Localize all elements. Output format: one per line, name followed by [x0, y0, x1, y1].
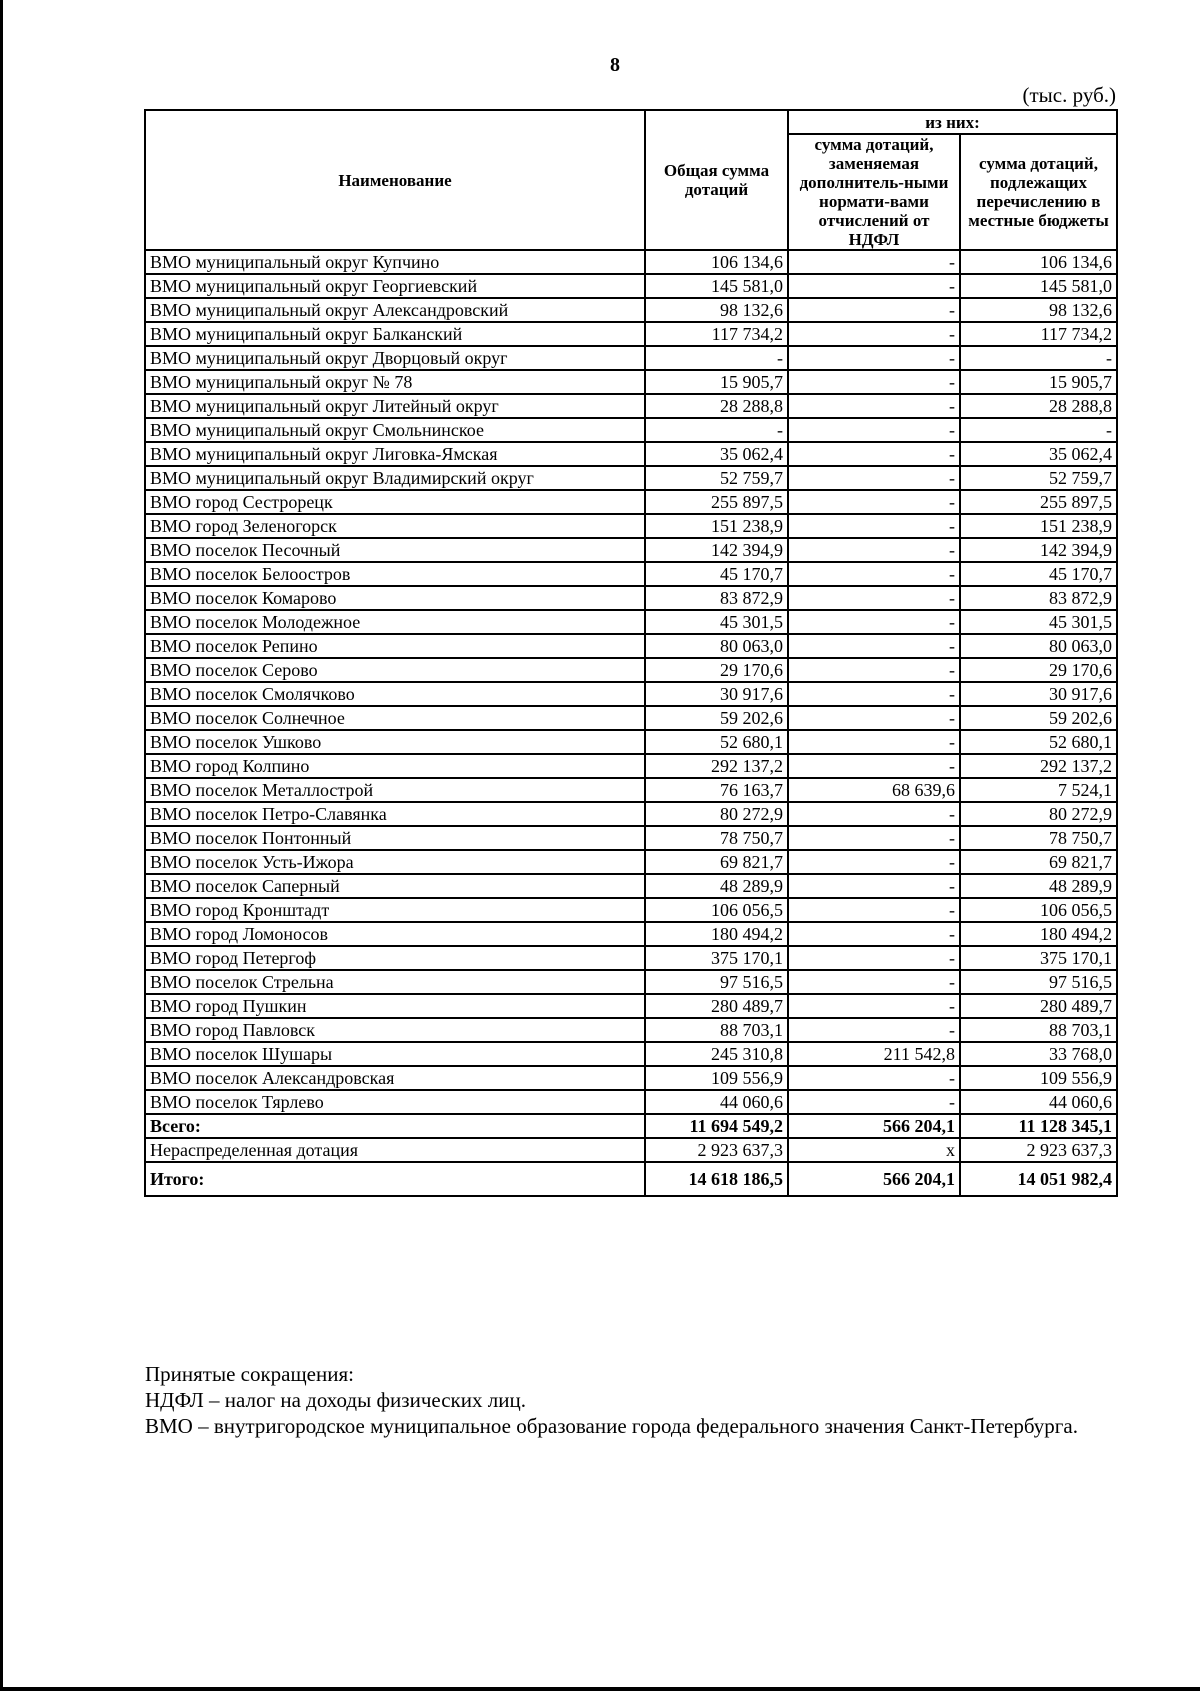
- table-row: [145, 658, 1117, 682]
- undistributed-transfer: 2 923 637,3: [960, 1138, 1117, 1162]
- row-name-cell: ВМО поселок Шушары: [145, 1042, 645, 1066]
- row-transfer-cell: 29 170,6: [960, 658, 1117, 682]
- header-name: Наименование: [145, 110, 645, 250]
- row-total-cell: 180 494,2: [645, 922, 788, 946]
- row-transfer-cell: 142 394,9: [960, 538, 1117, 562]
- table-row: [145, 730, 1117, 754]
- row-name-cell: ВМО поселок Смолячково: [145, 682, 645, 706]
- row-transfer-cell: 106 056,5: [960, 898, 1117, 922]
- row-name-cell: ВМО поселок Ушково: [145, 730, 645, 754]
- row-transfer-cell: 375 170,1: [960, 946, 1117, 970]
- row-name-cell: ВМО поселок Молодежное: [145, 610, 645, 634]
- row-transfer-cell: 88 703,1: [960, 1018, 1117, 1042]
- grand-total-total: 14 618 186,5: [645, 1162, 788, 1196]
- row-total-cell: 255 897,5: [645, 490, 788, 514]
- row-transfer-cell: 45 170,7: [960, 562, 1117, 586]
- row-name-cell: ВМО город Кронштадт: [145, 898, 645, 922]
- row-replaced-cell: -: [788, 514, 960, 538]
- row-total-cell: 98 132,6: [645, 298, 788, 322]
- table-row: [145, 826, 1117, 850]
- row-transfer-cell: 48 289,9: [960, 874, 1117, 898]
- table-row: [145, 442, 1117, 466]
- row-total-cell: 59 202,6: [645, 706, 788, 730]
- grand-total-replaced: 566 204,1: [788, 1162, 960, 1196]
- totals-total: 11 694 549,2: [645, 1114, 788, 1138]
- row-transfer-cell: 106 134,6: [960, 250, 1117, 274]
- row-name-cell: ВМО муниципальный округ Купчино: [145, 250, 645, 274]
- table-row: [145, 610, 1117, 634]
- header-total: Общая сумма дотаций: [645, 110, 788, 250]
- row-replaced-cell: -: [788, 850, 960, 874]
- row-total-cell: 80 063,0: [645, 634, 788, 658]
- row-transfer-cell: 280 489,7: [960, 994, 1117, 1018]
- table-row: [145, 946, 1117, 970]
- row-name-cell: ВМО поселок Металлострой: [145, 778, 645, 802]
- row-total-cell: 245 310,8: [645, 1042, 788, 1066]
- row-replaced-cell: -: [788, 826, 960, 850]
- table-row: [145, 754, 1117, 778]
- table-row: [145, 490, 1117, 514]
- header-of-them: из них:: [788, 110, 1117, 134]
- row-replaced-cell: 211 542,8: [788, 1042, 960, 1066]
- row-replaced-cell: -: [788, 946, 960, 970]
- totals-transfer: 11 128 345,1: [960, 1114, 1117, 1138]
- table-row: [145, 874, 1117, 898]
- table-header: [145, 110, 1117, 250]
- table-row: [145, 994, 1117, 1018]
- row-name-cell: ВМО город Сестрорецк: [145, 490, 645, 514]
- row-transfer-cell: 80 063,0: [960, 634, 1117, 658]
- row-replaced-cell: -: [788, 346, 960, 370]
- grand-total-transfer: 14 051 982,4: [960, 1162, 1117, 1196]
- row-replaced-cell: -: [788, 658, 960, 682]
- row-transfer-cell: 180 494,2: [960, 922, 1117, 946]
- row-name-cell: ВМО муниципальный округ Литейный округ: [145, 394, 645, 418]
- header-to-transfer: сумма дотаций, подлежащих перечислению в местные бюджеты: [960, 134, 1117, 250]
- note-line-ndfl: НДФЛ – налог на доходы физических лиц.: [145, 1388, 526, 1412]
- table-row: [145, 1018, 1117, 1042]
- row-total-cell: 151 238,9: [645, 514, 788, 538]
- table-row: [145, 514, 1117, 538]
- row-replaced-cell: -: [788, 754, 960, 778]
- row-transfer-cell: 44 060,6: [960, 1090, 1117, 1114]
- row-total-cell: 292 137,2: [645, 754, 788, 778]
- row-transfer-cell: 45 301,5: [960, 610, 1117, 634]
- row-total-cell: 28 288,8: [645, 394, 788, 418]
- row-replaced-cell: -: [788, 418, 960, 442]
- row-replaced-cell: 68 639,6: [788, 778, 960, 802]
- row-replaced-cell: -: [788, 562, 960, 586]
- row-transfer-cell: 255 897,5: [960, 490, 1117, 514]
- table-row: [145, 418, 1117, 442]
- page-frame-left-border: [0, 0, 3, 1691]
- row-name-cell: ВМО муниципальный округ Лиговка-Ямская: [145, 442, 645, 466]
- table-row: [145, 706, 1117, 730]
- row-total-cell: 117 734,2: [645, 322, 788, 346]
- row-total-cell: 88 703,1: [645, 1018, 788, 1042]
- grand-total-row: [145, 1162, 1117, 1196]
- row-name-cell: ВМО поселок Песочный: [145, 538, 645, 562]
- row-total-cell: 29 170,6: [645, 658, 788, 682]
- row-replaced-cell: -: [788, 586, 960, 610]
- undistributed-label: Нераспределенная дотация: [145, 1138, 645, 1162]
- note-line-vmo: ВМО – внутригородское муниципальное образование города федерального значения Санкт-Петербурга.: [145, 1414, 1078, 1438]
- table-row: [145, 802, 1117, 826]
- row-replaced-cell: -: [788, 682, 960, 706]
- row-replaced-cell: -: [788, 466, 960, 490]
- row-name-cell: ВМО поселок Понтонный: [145, 826, 645, 850]
- row-name-cell: ВМО поселок Тярлево: [145, 1090, 645, 1114]
- row-replaced-cell: -: [788, 394, 960, 418]
- row-name-cell: ВМО муниципальный округ Смольнинское: [145, 418, 645, 442]
- row-transfer-cell: 30 917,6: [960, 682, 1117, 706]
- row-transfer-cell: 109 556,9: [960, 1066, 1117, 1090]
- row-total-cell: 35 062,4: [645, 442, 788, 466]
- row-replaced-cell: -: [788, 610, 960, 634]
- row-replaced-cell: -: [788, 274, 960, 298]
- row-transfer-cell: 52 680,1: [960, 730, 1117, 754]
- row-total-cell: -: [645, 418, 788, 442]
- row-replaced-cell: -: [788, 874, 960, 898]
- table-row: [145, 370, 1117, 394]
- row-name-cell: ВМО город Зеленогорск: [145, 514, 645, 538]
- table-row: [145, 322, 1117, 346]
- row-replaced-cell: -: [788, 634, 960, 658]
- row-name-cell: ВМО муниципальный округ Дворцовый округ: [145, 346, 645, 370]
- table-row: [145, 850, 1117, 874]
- row-name-cell: ВМО муниципальный округ Александровский: [145, 298, 645, 322]
- table-row: [145, 250, 1117, 274]
- table-row: [145, 970, 1117, 994]
- row-total-cell: 280 489,7: [645, 994, 788, 1018]
- row-transfer-cell: -: [960, 346, 1117, 370]
- row-transfer-cell: -: [960, 418, 1117, 442]
- row-transfer-cell: 292 137,2: [960, 754, 1117, 778]
- row-replaced-cell: -: [788, 442, 960, 466]
- row-replaced-cell: -: [788, 994, 960, 1018]
- row-total-cell: 106 056,5: [645, 898, 788, 922]
- units-label: (тыс. руб.): [1022, 83, 1116, 107]
- row-replaced-cell: -: [788, 298, 960, 322]
- row-total-cell: 48 289,9: [645, 874, 788, 898]
- row-total-cell: 97 516,5: [645, 970, 788, 994]
- row-total-cell: -: [645, 346, 788, 370]
- row-name-cell: ВМО муниципальный округ № 78: [145, 370, 645, 394]
- row-name-cell: ВМО поселок Петро-Славянка: [145, 802, 645, 826]
- table-row: [145, 1090, 1117, 1114]
- row-transfer-cell: 117 734,2: [960, 322, 1117, 346]
- row-replaced-cell: -: [788, 970, 960, 994]
- row-name-cell: ВМО город Ломоносов: [145, 922, 645, 946]
- table-row: [145, 298, 1117, 322]
- table-row: [145, 538, 1117, 562]
- row-total-cell: 30 917,6: [645, 682, 788, 706]
- row-name-cell: ВМО поселок Стрельна: [145, 970, 645, 994]
- row-total-cell: 52 759,7: [645, 466, 788, 490]
- row-total-cell: 52 680,1: [645, 730, 788, 754]
- row-replaced-cell: -: [788, 922, 960, 946]
- row-transfer-cell: 97 516,5: [960, 970, 1117, 994]
- row-replaced-cell: -: [788, 1018, 960, 1042]
- row-name-cell: ВМО поселок Репино: [145, 634, 645, 658]
- totals-replaced: 566 204,1: [788, 1114, 960, 1138]
- row-name-cell: ВМО поселок Комарово: [145, 586, 645, 610]
- row-name-cell: ВМО муниципальный округ Балканский: [145, 322, 645, 346]
- row-replaced-cell: -: [788, 322, 960, 346]
- row-transfer-cell: 33 768,0: [960, 1042, 1117, 1066]
- row-transfer-cell: 7 524,1: [960, 778, 1117, 802]
- row-name-cell: ВМО поселок Саперный: [145, 874, 645, 898]
- row-name-cell: ВМО город Пушкин: [145, 994, 645, 1018]
- row-transfer-cell: 98 132,6: [960, 298, 1117, 322]
- table-row: [145, 346, 1117, 370]
- row-name-cell: ВМО поселок Усть-Ижора: [145, 850, 645, 874]
- row-replaced-cell: -: [788, 730, 960, 754]
- row-total-cell: 109 556,9: [645, 1066, 788, 1090]
- table-row: [145, 466, 1117, 490]
- row-transfer-cell: 35 062,4: [960, 442, 1117, 466]
- row-replaced-cell: -: [788, 250, 960, 274]
- table-totals: [145, 1114, 1117, 1196]
- page-number: 8: [610, 54, 620, 76]
- row-name-cell: ВМО муниципальный округ Георгиевский: [145, 274, 645, 298]
- row-total-cell: 83 872,9: [645, 586, 788, 610]
- row-replaced-cell: -: [788, 898, 960, 922]
- row-transfer-cell: 52 759,7: [960, 466, 1117, 490]
- table-row: [145, 922, 1117, 946]
- row-replaced-cell: -: [788, 490, 960, 514]
- row-name-cell: ВМО город Петергоф: [145, 946, 645, 970]
- row-name-cell: ВМО город Павловск: [145, 1018, 645, 1042]
- row-transfer-cell: 80 272,9: [960, 802, 1117, 826]
- row-total-cell: 15 905,7: [645, 370, 788, 394]
- abbreviations-notes: [145, 1361, 1078, 1439]
- undistributed-row: [145, 1138, 1117, 1162]
- table-row: [145, 562, 1117, 586]
- totals-label: Всего:: [145, 1114, 645, 1138]
- row-total-cell: 106 134,6: [645, 250, 788, 274]
- table-row: [145, 682, 1117, 706]
- row-transfer-cell: 83 872,9: [960, 586, 1117, 610]
- row-transfer-cell: 78 750,7: [960, 826, 1117, 850]
- row-replaced-cell: -: [788, 538, 960, 562]
- row-total-cell: 44 060,6: [645, 1090, 788, 1114]
- row-name-cell: ВМО поселок Серово: [145, 658, 645, 682]
- table-row: [145, 394, 1117, 418]
- row-total-cell: 45 170,7: [645, 562, 788, 586]
- page-frame-bottom-border: [0, 1687, 1200, 1691]
- row-total-cell: 142 394,9: [645, 538, 788, 562]
- table-row: [145, 778, 1117, 802]
- row-replaced-cell: -: [788, 706, 960, 730]
- row-replaced-cell: -: [788, 802, 960, 826]
- row-transfer-cell: 69 821,7: [960, 850, 1117, 874]
- grand-total-label: Итого:: [145, 1162, 645, 1196]
- row-total-cell: 80 272,9: [645, 802, 788, 826]
- table-row: [145, 1042, 1117, 1066]
- totals-row: [145, 1114, 1117, 1138]
- subsidies-table: [144, 109, 1118, 1197]
- row-total-cell: 76 163,7: [645, 778, 788, 802]
- row-replaced-cell: -: [788, 370, 960, 394]
- table-row: [145, 274, 1117, 298]
- row-total-cell: 69 821,7: [645, 850, 788, 874]
- table-body: [145, 250, 1117, 1114]
- notes-heading: Принятые сокращения:: [145, 1362, 354, 1386]
- row-total-cell: 78 750,7: [645, 826, 788, 850]
- row-transfer-cell: 15 905,7: [960, 370, 1117, 394]
- row-transfer-cell: 28 288,8: [960, 394, 1117, 418]
- row-total-cell: 375 170,1: [645, 946, 788, 970]
- row-transfer-cell: 145 581,0: [960, 274, 1117, 298]
- row-total-cell: 45 301,5: [645, 610, 788, 634]
- row-replaced-cell: -: [788, 1090, 960, 1114]
- table-row: [145, 634, 1117, 658]
- row-name-cell: ВМО муниципальный округ Владимирский округ: [145, 466, 645, 490]
- row-replaced-cell: -: [788, 1066, 960, 1090]
- row-name-cell: ВМО поселок Александровская: [145, 1066, 645, 1090]
- table-row: [145, 1066, 1117, 1090]
- row-name-cell: ВМО поселок Белоостров: [145, 562, 645, 586]
- row-name-cell: ВМО город Колпино: [145, 754, 645, 778]
- header-replaced: сумма дотаций, заменяемая дополнитель-ными нормати-вами отчислений от НДФЛ: [788, 134, 960, 250]
- undistributed-replaced: x: [788, 1138, 960, 1162]
- row-transfer-cell: 151 238,9: [960, 514, 1117, 538]
- row-transfer-cell: 59 202,6: [960, 706, 1117, 730]
- row-total-cell: 145 581,0: [645, 274, 788, 298]
- table-row: [145, 898, 1117, 922]
- undistributed-total: 2 923 637,3: [645, 1138, 788, 1162]
- row-name-cell: ВМО поселок Солнечное: [145, 706, 645, 730]
- table-row: [145, 586, 1117, 610]
